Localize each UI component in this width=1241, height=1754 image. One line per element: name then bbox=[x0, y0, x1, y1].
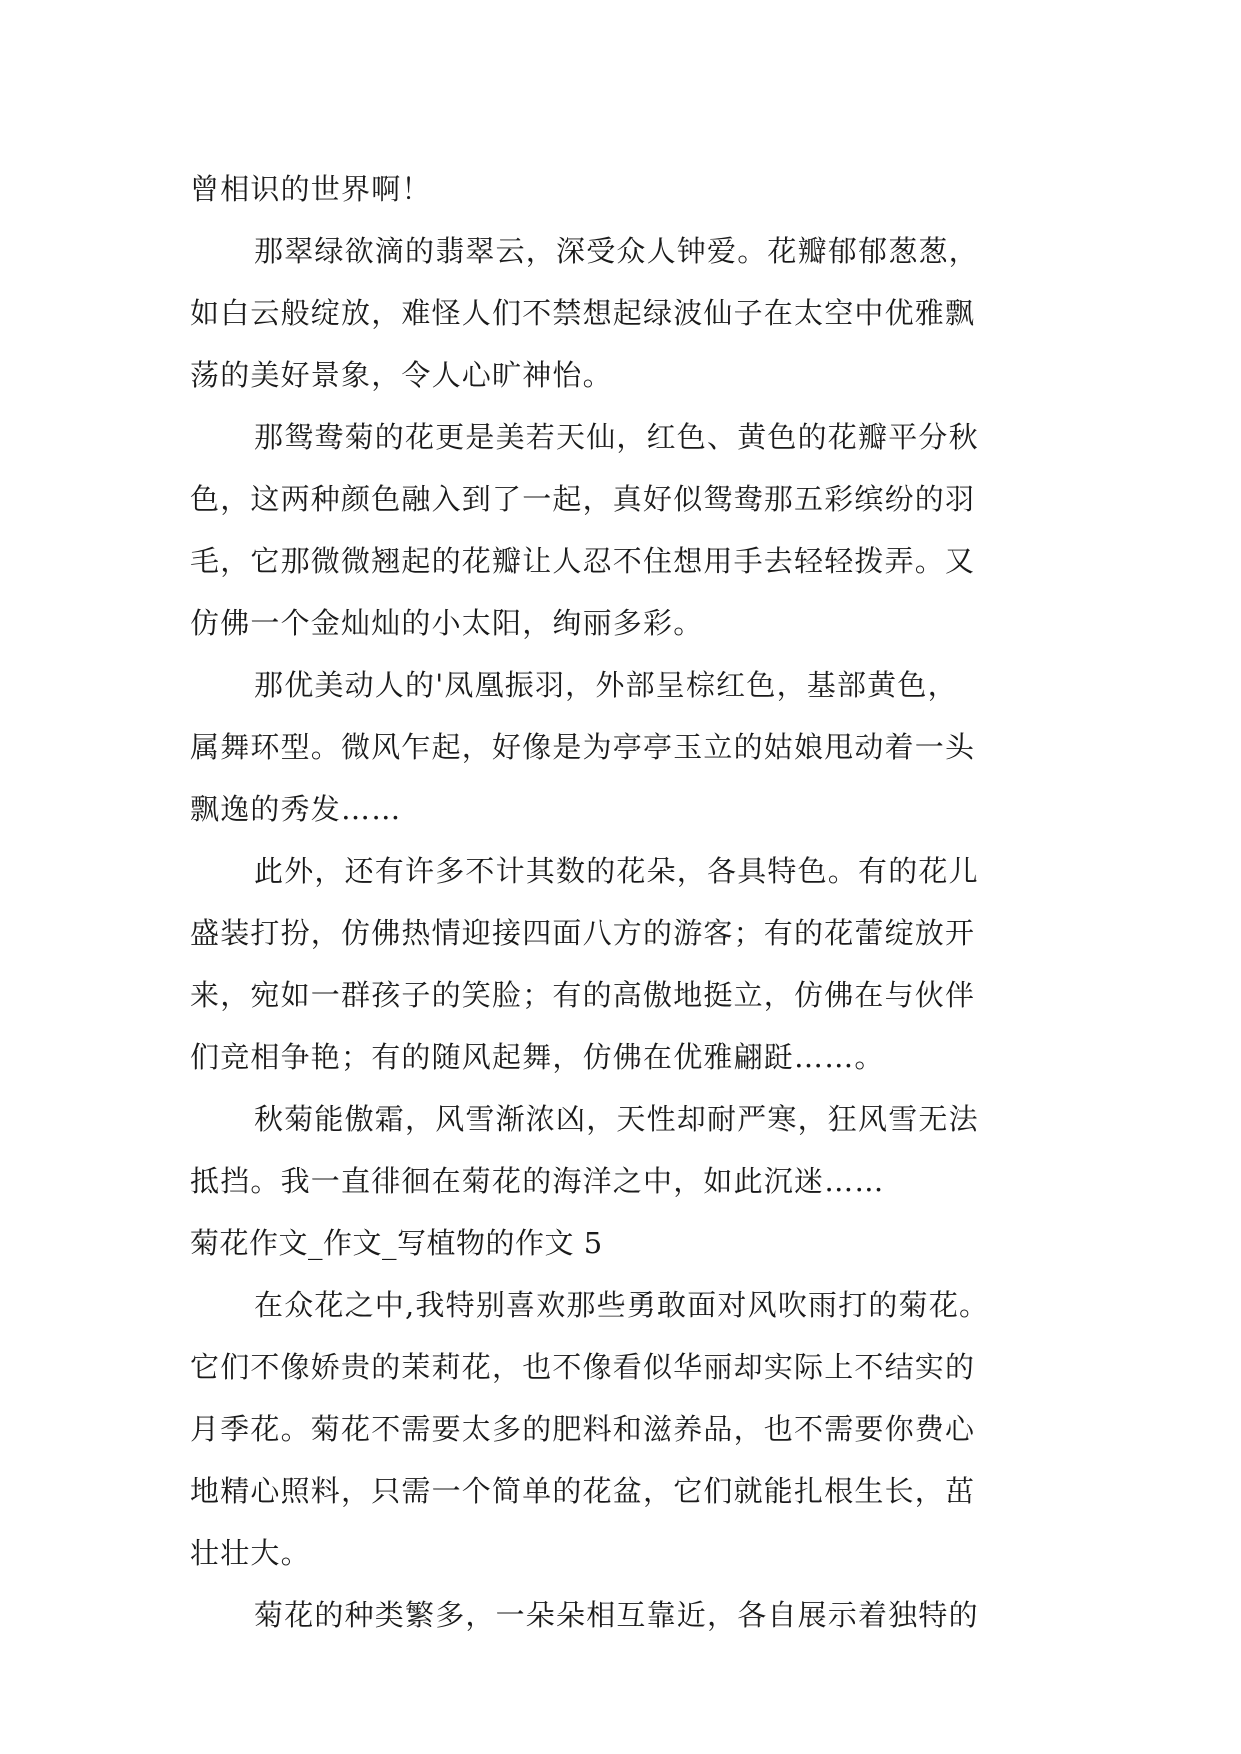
text-line: 菊花的种类繁多，一朵朵相互靠近，各自展示着独特的 bbox=[254, 1598, 979, 1632]
paragraph bbox=[190, 1584, 1050, 1646]
text-line: 月季花。菊花不需要太多的肥料和滋养品，也不需要你费心 bbox=[190, 1412, 976, 1446]
text-line: 那优美动人的'凤凰振羽，外部呈棕红色，基部黄色， bbox=[254, 668, 958, 702]
text-line: 们竞相争艳；有的随风起舞，仿佛在优雅翩跹……。 bbox=[190, 1040, 885, 1074]
text-line: 地精心照料，只需一个简单的花盆，它们就能扎根生长，茁 bbox=[190, 1474, 976, 1508]
text-line: 那鸳鸯菊的花更是美若天仙，红色、黄色的花瓣平分秋 bbox=[254, 420, 979, 454]
text-line: 属舞环型。微风乍起，好像是为亭亭玉立的姑娘甩动着一头 bbox=[190, 730, 976, 764]
text-line: 抵挡。我一直徘徊在菊花的海洋之中，如此沉迷…… bbox=[190, 1164, 885, 1198]
paragraph bbox=[190, 1274, 1050, 1584]
section-heading bbox=[190, 1212, 1050, 1274]
paragraph bbox=[190, 1088, 1050, 1212]
paragraph-continuation bbox=[190, 158, 1050, 220]
text-line: 毛，它那微微翘起的花瓣让人忍不住想用手去轻轻拨弄。又 bbox=[190, 544, 976, 578]
paragraph bbox=[190, 840, 1050, 1088]
document-page bbox=[190, 158, 1050, 1646]
paragraph bbox=[190, 654, 1050, 840]
text-line: 壮壮大。 bbox=[190, 1536, 311, 1570]
text-line: 曾相识的世界啊！ bbox=[190, 172, 432, 206]
text-line: 盛装打扮，仿佛热情迎接四面八方的游客；有的花蕾绽放开 bbox=[190, 916, 976, 950]
text-line: 那翠绿欲滴的翡翠云，深受众人钟爱。花瓣郁郁葱葱， bbox=[254, 234, 979, 268]
text-line: 它们不像娇贵的茉莉花，也不像看似华丽却实际上不结实的 bbox=[190, 1350, 976, 1384]
text-line: 来，宛如一群孩子的笑脸；有的高傲地挺立，仿佛在与伙伴 bbox=[190, 978, 976, 1012]
paragraph bbox=[190, 220, 1050, 406]
text-line: 荡的美好景象，令人心旷神怡。 bbox=[190, 358, 613, 392]
text-line: 飘逸的秀发…… bbox=[190, 792, 402, 826]
text-line: 色，这两种颜色融入到了一起，真好似鸳鸯那五彩缤纷的羽 bbox=[190, 482, 976, 516]
text-line: 此外，还有许多不计其数的花朵，各具特色。有的花儿 bbox=[254, 854, 979, 888]
heading-text: 菊花作文_作文_写植物的作文 5 bbox=[190, 1226, 603, 1260]
text-line: 秋菊能傲霜，风雪渐浓凶，天性却耐严寒，狂风雪无法 bbox=[254, 1102, 979, 1136]
paragraph bbox=[190, 406, 1050, 654]
text-line: 如白云般绽放，难怪人们不禁想起绿波仙子在太空中优雅飘 bbox=[190, 296, 976, 330]
text-line: 仿佛一个金灿灿的小太阳，绚丽多彩。 bbox=[190, 606, 704, 640]
text-line: 在众花之中,我特别喜欢那些勇敢面对风吹雨打的菊花。 bbox=[254, 1288, 990, 1322]
